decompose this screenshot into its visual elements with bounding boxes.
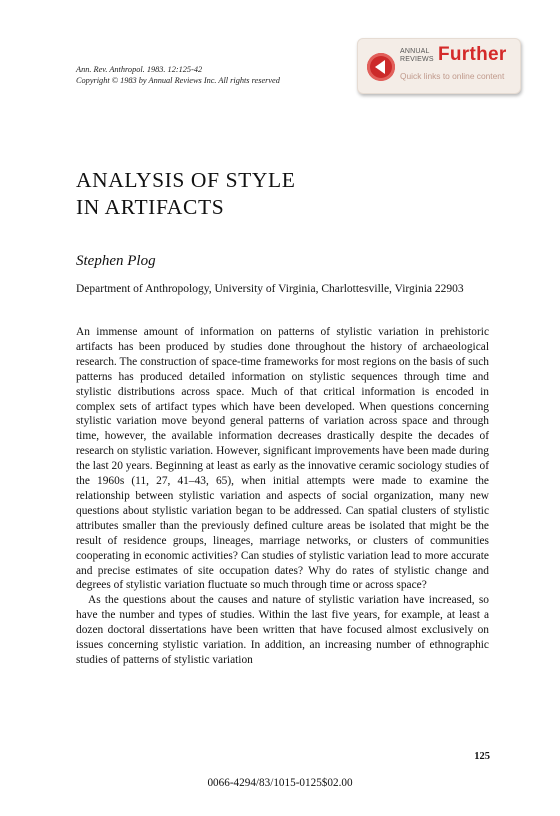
arrow-left-circle-icon: [367, 53, 395, 81]
body-paragraph-2: As the questions about the causes and nature of stylistic variation have increased, so have the number and types of studies. Within the last five years, for example, at least a dozen doctoral dissertations have been written that have focused almost exclusively on issues concerning stylistic variation. In addition, an increasing number of ethnographic studies of patterns of stylistic variation: [76, 594, 489, 666]
journal-reference: [76, 64, 280, 86]
article-title: [76, 167, 295, 221]
further-wordmark: Further: [438, 44, 507, 65]
citation-line: Ann. Rev. Anthropol. 1983. 12:125-42: [76, 65, 203, 74]
author-name: Stephen Plog: [76, 253, 156, 269]
article-body: [76, 325, 489, 668]
author-affiliation: Department of Anthropology, University of Virginia, Charlottesville, Virginia 22903: [76, 283, 464, 295]
page-number: 125: [474, 751, 490, 762]
title-line-2: IN ARTIFACTS: [76, 195, 225, 219]
copyright-line: Copyright © 1983 by Annual Reviews Inc. All rights reserved: [76, 76, 280, 85]
document-code: 0066-4294/83/1015-0125$02.00: [207, 777, 353, 789]
title-line-1: ANALYSIS OF STYLE: [76, 168, 296, 192]
body-paragraph-1: An immense amount of information on patterns of stylistic variation in prehistoric artifacts has been produced by studies done throughout the history of archaeological research. The construction of space-time frameworks for most regions on the basis of such patterns has produced detailed information on stylistic sequences through time and stylistic distributions across space. Much of that critical information is encoded in complex sets of artifact types which have been developed. When questions concerning stylistic variation move beyond general patterns of variation across space and through time, however, the available information decreases drastically despite the decades of research on stylistic variation. However, significant improvements have been made during the last 20 years. Beginning at least as early as the innovative ceramic sociology studies of the 1960s (11, 27, 41–43, 65), when initial attempts were made to examine the relationship between stylistic variation and aspects of social organization, many new questions about stylistic variation began to be addressed. Can spatial clusters of stylistic attributes smaller than the previously defined culture areas be isolated that might be the result of residence groups, lineages, marriage networks, or clusters of communities cooperating in economic activities? Can studies of stylistic variation lead to more accurate and precise estimates of site occupation dates? Why do rates of stylistic change and degrees of stylistic variation fluctuate so much through time or across space?: [76, 326, 489, 592]
further-tagline: Quick links to online content: [400, 71, 505, 81]
annual-reviews-wordmark: ANNUAL REVIEWS: [400, 48, 434, 63]
annual-reviews-further-badge[interactable]: [357, 38, 521, 94]
